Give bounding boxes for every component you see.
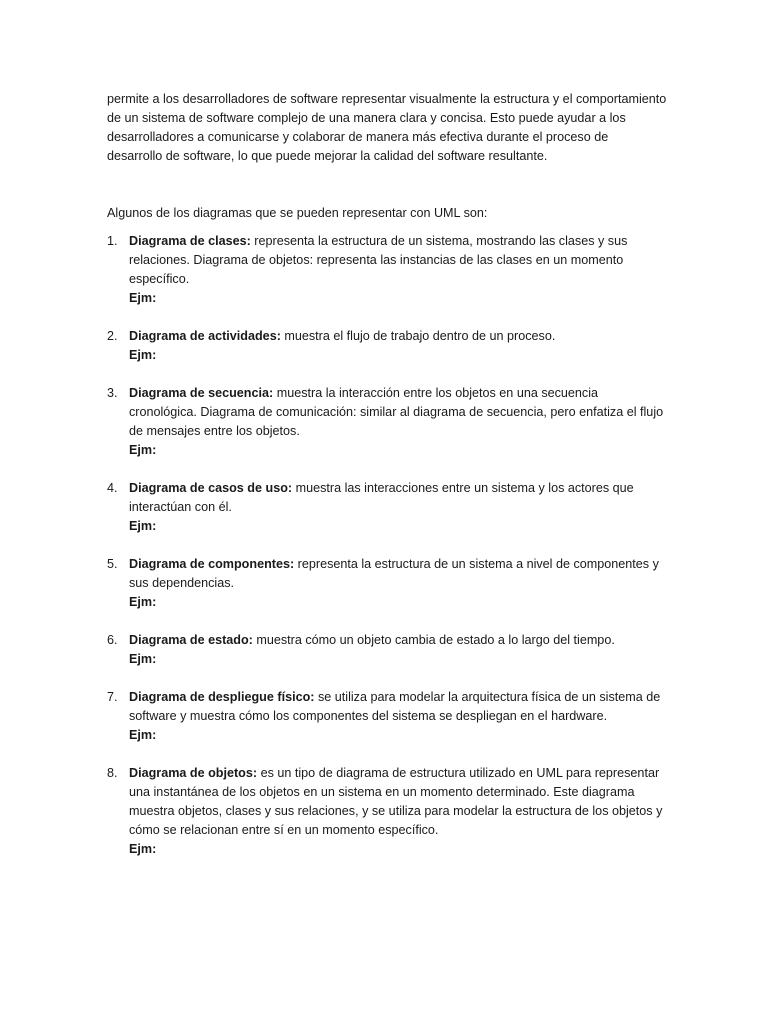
item-term: Diagrama de despliegue físico: [129, 690, 315, 704]
item-number: 5. [107, 557, 118, 571]
item-description: muestra el flujo de trabajo dentro de un proceso. [280, 329, 556, 343]
example-label: Ejm: [129, 291, 157, 305]
example-label: Ejm: [129, 728, 157, 742]
item-description: muestra la interacción entre los objetos en una secuencia cronológica. Diagrama de comunicación: similar al diagrama de secuencia, pero enfatiza el flujo de mensajes entre los objetos. [129, 386, 664, 438]
item-term: Diagrama de clases: [129, 234, 251, 248]
item-number: 3. [107, 386, 118, 400]
example-label: Ejm: [129, 595, 157, 609]
item-number: 8. [107, 766, 118, 780]
list-item [107, 688, 667, 745]
item-number: 4. [107, 481, 118, 495]
item-term: Diagrama de casos de uso: [129, 481, 293, 495]
list-item [107, 764, 667, 859]
item-number: 6. [107, 633, 118, 647]
item-description: muestra cómo un objeto cambia de estado a lo largo del tiempo. [252, 633, 615, 647]
item-description: se utiliza para modelar la arquitectura física de un sistema de software y muestra cómo los componentes del sistema se despliegan en el hardware. [129, 690, 661, 723]
item-term: Diagrama de objetos: [129, 766, 258, 780]
item-term: Diagrama de actividades: [129, 329, 281, 343]
list-item [107, 384, 667, 460]
list-item [107, 232, 667, 308]
item-number: 1. [107, 234, 118, 248]
example-label: Ejm: [129, 348, 157, 362]
item-term: Diagrama de componentes: [129, 557, 295, 571]
list-item [107, 327, 667, 365]
list-item [107, 631, 667, 669]
list-item [107, 555, 667, 612]
intro-paragraph: permite a los desarrolladores de software representar visualmente la estructura y el comportamiento de un sistema de software complejo de una manera clara y concisa. Esto puede ayudar a los desarrolladores a comunicarse y colaborar de manera más efectiva durante el proceso de desarrollo de software, lo que puede mejorar la calidad del software resultante. [107, 92, 667, 163]
uml-diagram-list [107, 232, 667, 859]
example-label: Ejm: [129, 519, 157, 533]
item-description: representa la estructura de un sistema, mostrando las clases y sus relaciones. Diagrama de objetos: representa las instancias de las clases en un momento específico. [129, 234, 628, 286]
document-body [107, 90, 667, 878]
item-description: muestra las interacciones entre un sistema y los actores que interactúan con él. [129, 481, 634, 514]
example-label: Ejm: [129, 842, 157, 856]
item-term: Diagrama de estado: [129, 633, 253, 647]
item-term: Diagrama de secuencia: [129, 386, 274, 400]
example-label: Ejm: [129, 443, 157, 457]
item-description: representa la estructura de un sistema a nivel de componentes y sus dependencias. [129, 557, 659, 590]
item-number: 2. [107, 329, 118, 343]
example-label: Ejm: [129, 652, 157, 666]
item-number: 7. [107, 690, 118, 704]
item-description: es un tipo de diagrama de estructura utilizado en UML para representar una instantánea de los objetos en un sistema en un momento determinado. Este diagrama muestra objetos, clases y sus relaciones, y se utiliza para modelar la estructura de los objetos y cómo se relacionan entre sí en un momento específico. [129, 766, 663, 837]
list-item [107, 479, 667, 536]
lead-sentence: Algunos de los diagramas que se pueden representar con UML son: [107, 206, 488, 220]
